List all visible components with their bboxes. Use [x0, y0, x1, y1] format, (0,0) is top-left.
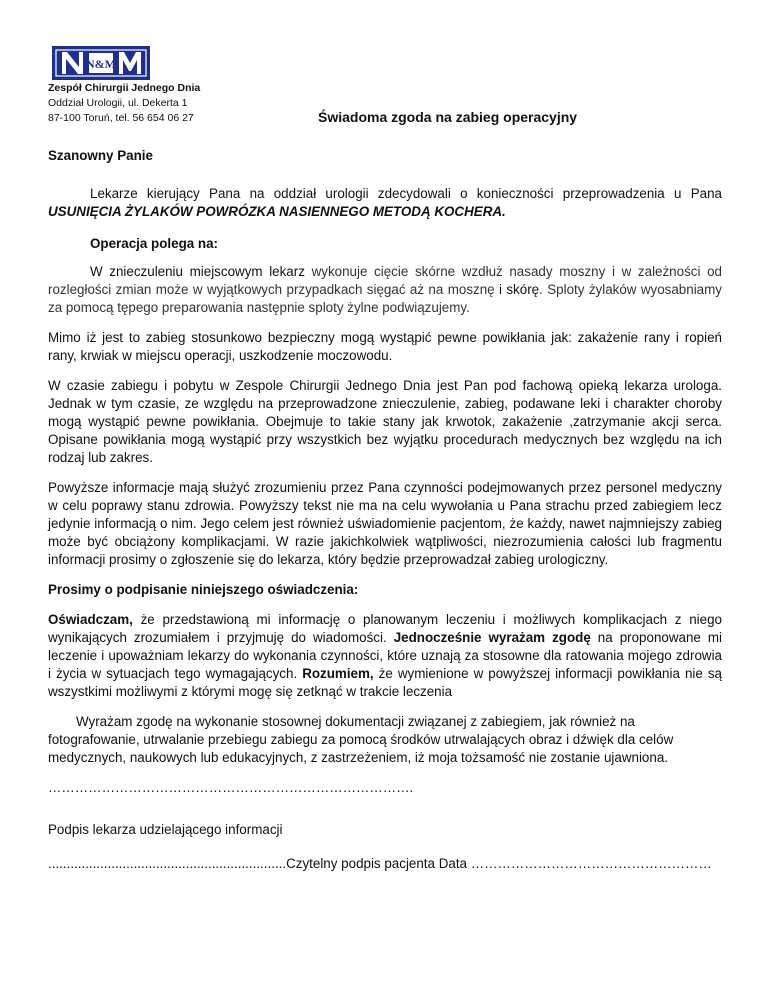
- salutation: Szanowny Panie: [48, 148, 153, 163]
- operation-desc-part4: . Sploty żylaków wyosabniamy za pomocą tępego preparowania następnie sploty żylne podwiązujemy.: [48, 282, 722, 315]
- declaration-text-1: że przedstawioną mi informację o planowanym leczeniu i możliwych komplikacjach z niego wynikających zrozumiałem i przyjmuję do wiadomości.: [48, 612, 722, 645]
- clinic-info: [48, 81, 200, 126]
- operation-heading: Operacja polega na:: [90, 236, 218, 251]
- patient-signature-line: ................................................................Czytelny podpis pacjenta Data ………………………………………………: [48, 856, 712, 871]
- declaration-bold-3: Rozumiem,: [302, 666, 374, 681]
- complications-paragraph: Mimo iż jest to zabieg stosunkowo bezpieczny mogą wystąpić pewne powikłania jak: zakażenie rany i ropień rany, krwiak w miejscu operacji, uszkodzenie moczowodu.: [48, 330, 722, 363]
- declaration-paragraph: [48, 611, 722, 701]
- sign-request: Prosimy o podpisanie niniejszego oświadczenia:: [48, 582, 359, 597]
- operation-desc-part2: wykonuje cięcie skórne wzdłuż nasady moszny i w zależności od rozległości zmian może w wyjątkowych przypadkach sięgać aż na mosznę: [48, 264, 722, 297]
- purpose-paragraph: Powyższe informacje mają służyć zrozumieniu przez Pana czynności podejmowanych przez personel medyczny w celu poprawy stanu zdrowia. Powyższy tekst nie ma na celu wywołania u Pana strachu przed zabiegiem lecz jedynie informacją o nim. Jego celem jest również uświadomienie pacjentom, że każdy, nawet najmniejszy zabieg może być obciążony komplikacjami. W razie jakichkolwiek wątpliwości, niezrozumienia całości lub fragmentu informacji prosimy o zgłoszenie się do lekarza, który będzie przeprowadzał zabieg urologiczny.: [48, 480, 722, 567]
- procedure-name: USUNIĘCIA ŻYLAKÓW POWRÓZKA NASIENNEGO METODĄ KOCHERA.: [48, 204, 506, 219]
- operation-description: [48, 263, 722, 317]
- intro-text: Lekarze kierujący Pana na oddział urologii zdecydowali o konieczności przeprowadzenia u Pana: [90, 186, 722, 201]
- clinic-logo: [52, 46, 150, 80]
- doctor-signature-line: ……………………………………………………………………….: [48, 780, 414, 795]
- letter-body: [48, 147, 722, 885]
- declaration-bold-2: Jednocześnie wyrażam zgodę: [393, 630, 591, 645]
- operation-desc-part1: W znieczuleniu miejscowym lekarz: [90, 264, 305, 279]
- documentation-consent: Wyrażam zgodę na wykonanie stosownej dokumentacji związanej z zabiegiem, jak również na fotografowanie, utrwalanie przebiegu zabiegu za pomocą środków utrwalających obraz i dźwięk dla celów medycznych, naukowych lub edukacyjnych, z zastrzeżeniem, iż moja tożsamość nie zostanie ujawniona.: [48, 714, 674, 765]
- stay-paragraph: W czasie zabiegu i pobytu w Zespole Chirurgii Jednego Dnia jest Pan pod fachową opieką lekarza urologa. Jednak w tym czasie, ze względu na przeprowadzone znieczulenie, zabieg, podawane leki i charakter choroby mogą wystąpić pewne powikłania. Obejmuje to takie stany jak krwotok, zakażenie ,zatrzymanie akcji serca. Opisane powikłania mogą wystąpić przy wszystkich bez wyjątku procedurach medycznych bez względu na ich rodzaj lub zakres.: [48, 378, 722, 465]
- document-title: Świadoma zgoda na zabieg operacyjny: [318, 109, 578, 125]
- clinic-contact: 87-100 Toruń, tel. 56 654 06 27: [48, 112, 194, 124]
- declaration-text-3: że wymienione w powyższej informacji powikłania nie są wszystkimi możliwymi z którymi mogę się zetknąć w trakcie leczenia: [48, 666, 722, 699]
- doctor-signature-label: Podpis lekarza udzielającego informacji: [48, 822, 283, 837]
- declaration-text-2: na proponowane mi leczenie i upoważniam lekarzy do wykonania czynności, które uznają za stosowne dla ratowania mojego zdrowia i życia w sytuacjach tego wymagających.: [48, 630, 722, 681]
- clinic-name: Zespół Chirurgii Jednego Dnia: [48, 82, 201, 94]
- intro-paragraph: [48, 185, 722, 221]
- logo-text: N&M: [86, 57, 116, 71]
- declaration-bold-1: Oświadczam,: [48, 612, 133, 627]
- clinic-address: Oddział Urologii, ul. Dekerta 1: [48, 97, 188, 109]
- operation-desc-part3: i skórę: [499, 282, 540, 297]
